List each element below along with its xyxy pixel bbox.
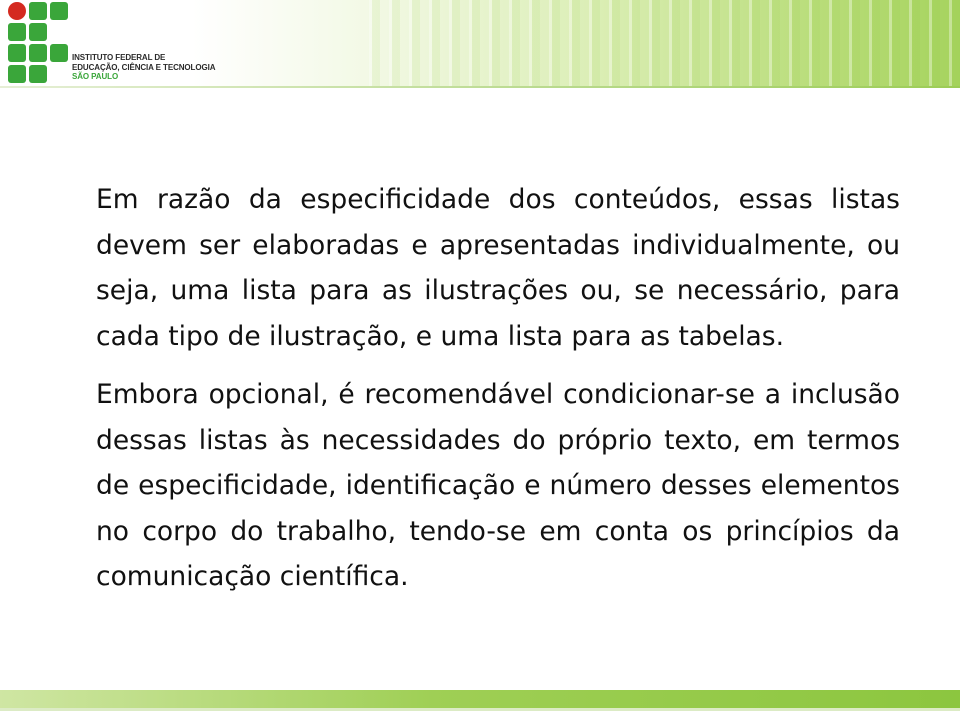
logo-wordmark bbox=[72, 53, 215, 82]
header-stripes bbox=[360, 0, 960, 88]
logo-line-3: SÃO PAULO bbox=[72, 72, 119, 81]
footer-line bbox=[0, 708, 960, 711]
logo-square bbox=[29, 44, 47, 62]
footer-bar bbox=[0, 690, 960, 708]
logo-line-2: EDUCAÇÃO, CIÊNCIA E TECNOLOGIA bbox=[72, 62, 216, 72]
logo-mark-icon bbox=[8, 2, 70, 84]
logo-square bbox=[29, 65, 47, 83]
logo-square bbox=[29, 23, 47, 41]
logo-square bbox=[8, 65, 26, 83]
slide-body bbox=[96, 177, 900, 613]
logo-square bbox=[29, 2, 47, 20]
header-divider bbox=[0, 86, 960, 88]
logo-square bbox=[8, 44, 26, 62]
logo-square bbox=[8, 23, 26, 41]
institution-logo bbox=[8, 2, 228, 86]
header-band bbox=[0, 0, 960, 88]
body-paragraph-1: Em razão da especificidade dos conteúdos, essas listas devem ser elaboradas e apresentadas individualmente, ou seja, uma lista para as ilustrações ou, se necessário, para cada tipo de ilustração, e uma lista para as tabelas. bbox=[96, 184, 900, 352]
logo-square bbox=[50, 2, 68, 20]
logo-square bbox=[50, 44, 68, 62]
body-paragraph-2: Embora opcional, é recomendável condicionar-se a inclusão dessas listas às necessidades do próprio texto, em termos de especificidade, identificação e número desses elementos no corpo do trabalho, tendo-se em conta os princípios da comunicação científica. bbox=[96, 379, 900, 592]
logo-line-1: INSTITUTO FEDERAL DE bbox=[72, 53, 166, 62]
logo-red-dot bbox=[8, 2, 26, 20]
